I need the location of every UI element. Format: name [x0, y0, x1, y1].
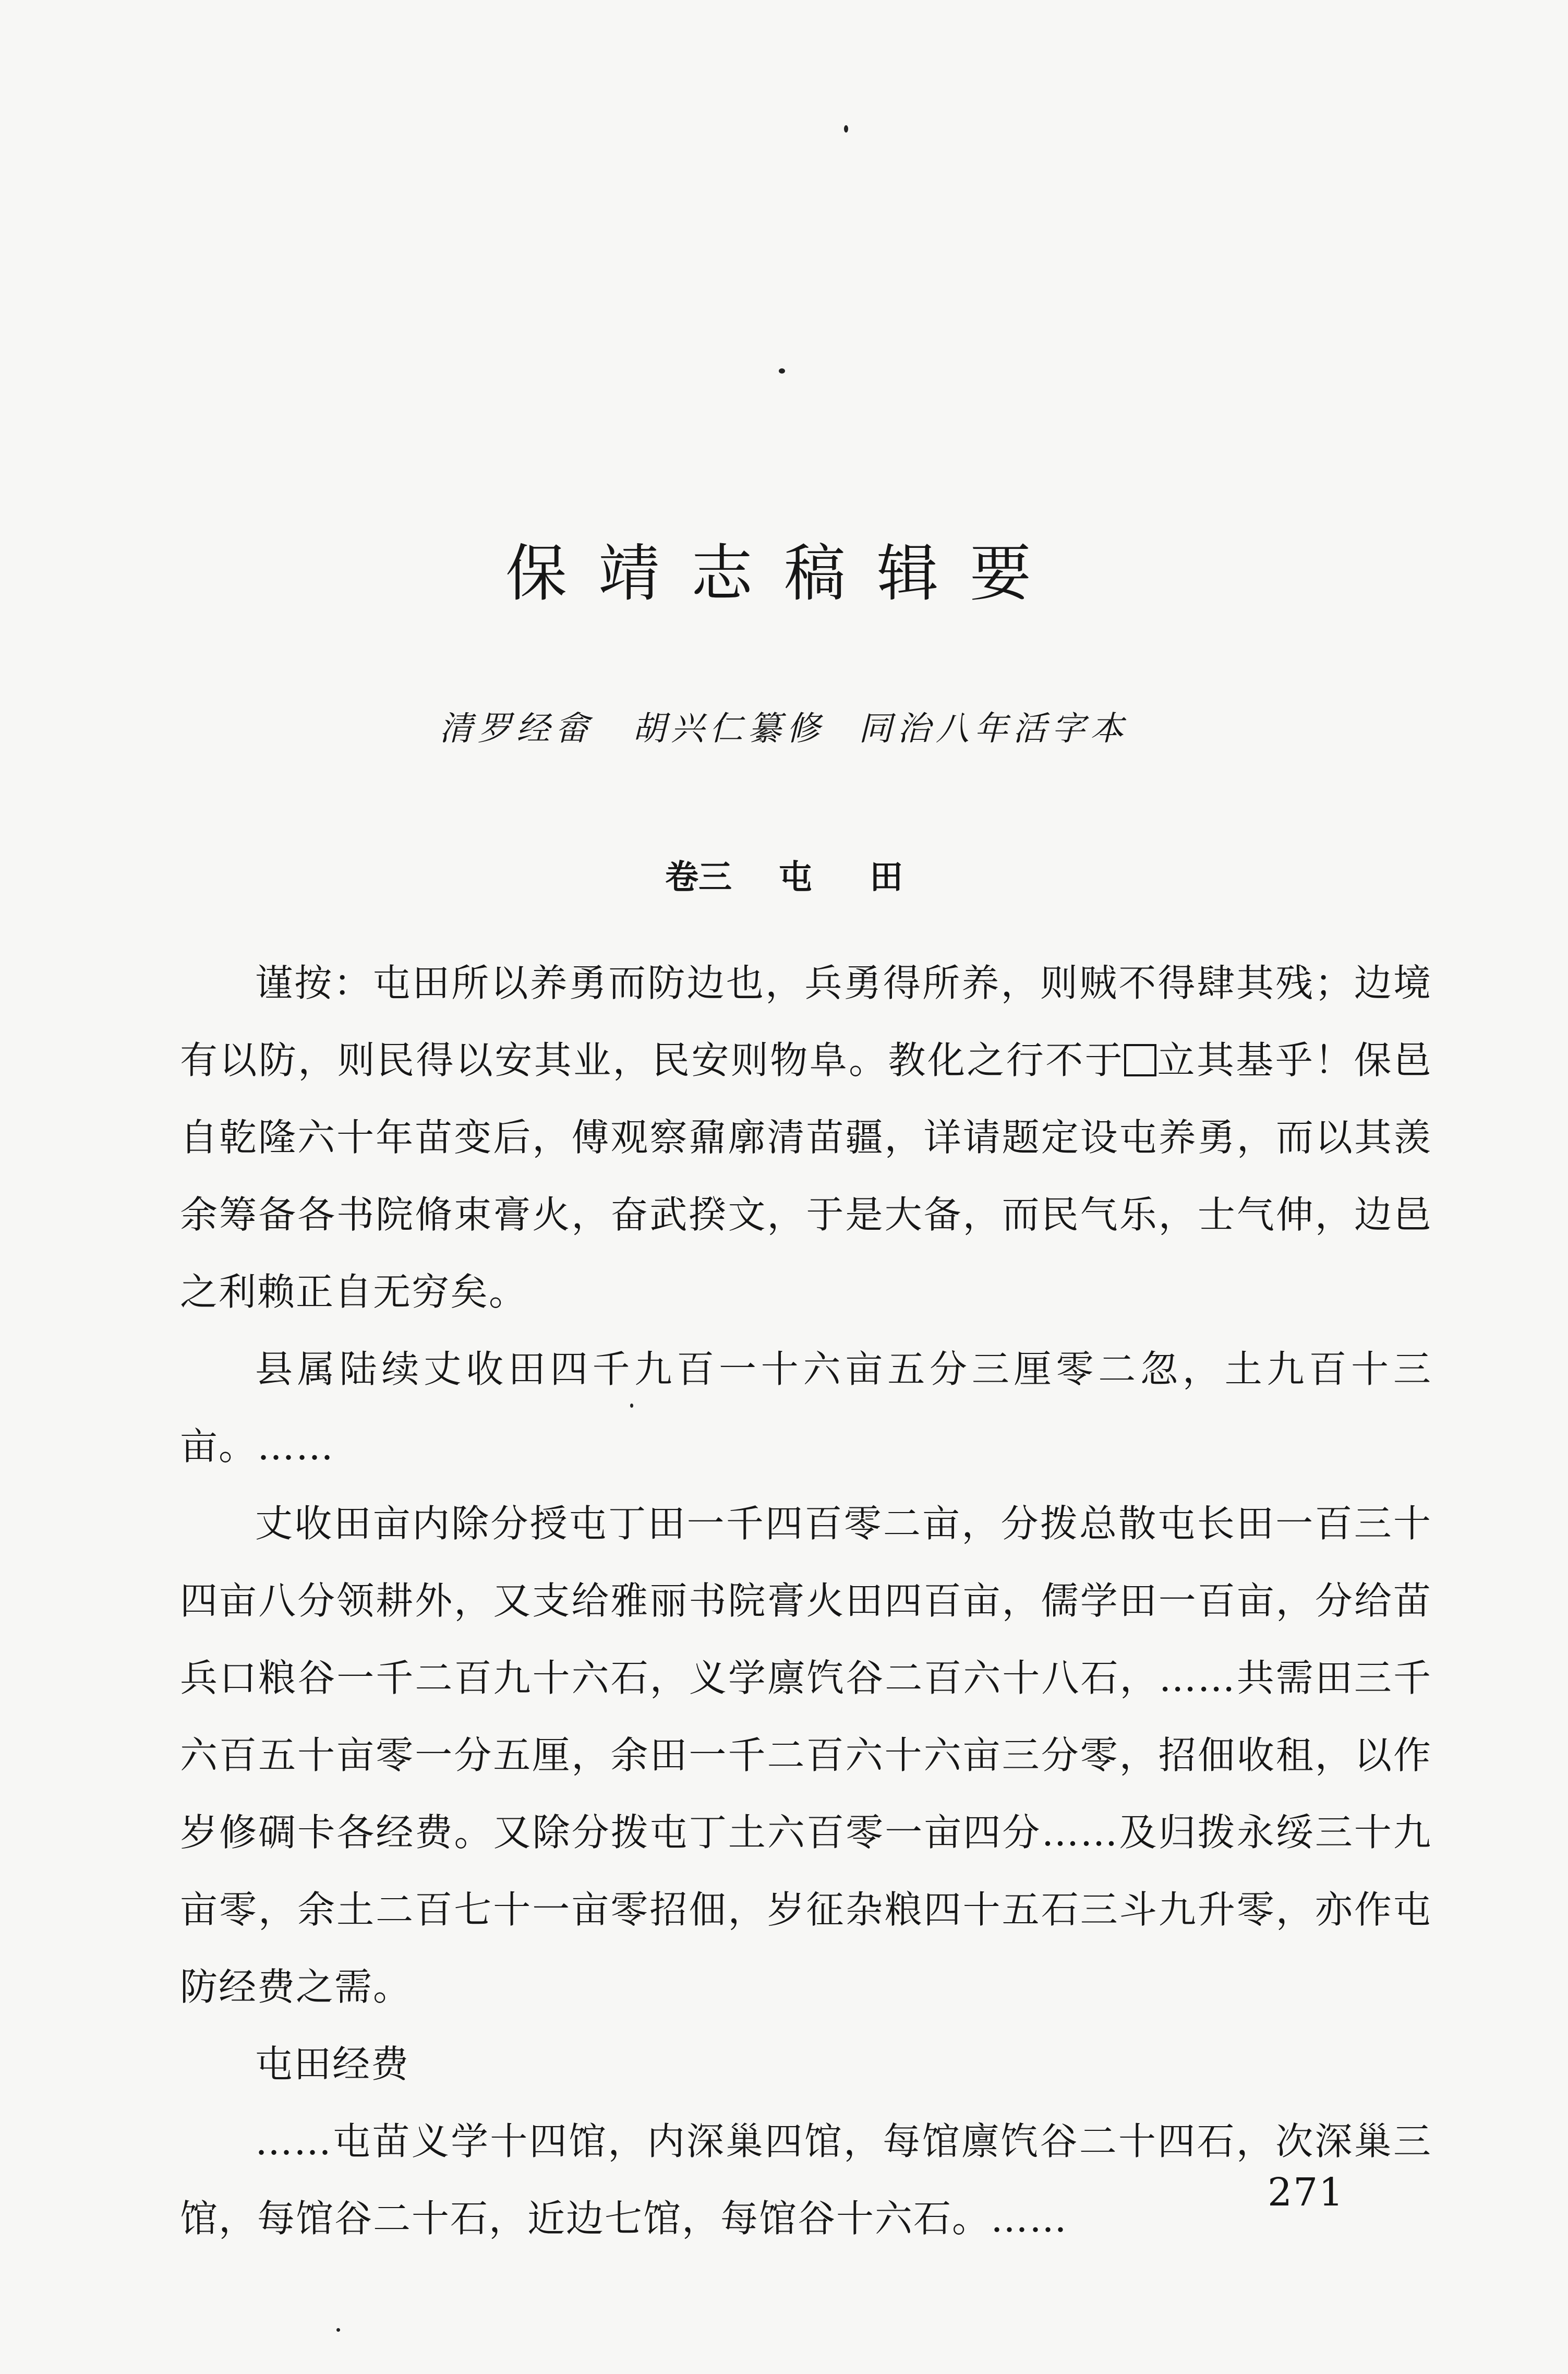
chapter-number: 卷三: [665, 858, 732, 897]
body-text: [180, 944, 1432, 2257]
paragraph: 县属陆续丈收田四千九百一十六亩五分三厘零二忽，土九百十三亩。……: [180, 1347, 1432, 1468]
paragraph: 丈收田亩内除分授屯丁田一千四百零二亩，分拨总散屯长田一百三十四亩八分领耕外，又支给雅丽书院膏火田四百亩，儒学田一百亩，分给苗兵口粮谷一千二百九十六石，义学廪饩谷二百六十八石，……共需田三千六百五十亩零一分五厘，余田一千二百六十六亩三分零，招佃收租，以作岁修碉卡各经费。又除分拨屯丁土六百零一亩四分……及归拨永绥三十九亩零，余土二百七十一亩零招佃，岁征杂粮四十五石三斗九升零，亦作屯防经费之需。: [180, 1502, 1432, 2009]
scan-speck: [779, 368, 785, 374]
chapter-title-char-1: 屯: [779, 858, 812, 897]
subtitle: [0, 712, 1568, 746]
subtitle-edition: 同治八年活字本: [859, 710, 1129, 748]
scan-speck: [336, 2328, 340, 2332]
chapter-heading: [0, 858, 1568, 897]
subtitle-authors: 清罗经畲 胡兴仁纂修: [439, 710, 825, 748]
missing-character-box: [1124, 1044, 1156, 1076]
page-number: 271: [1268, 2170, 1345, 2215]
section-heading: 屯田经费: [255, 2042, 410, 2086]
paragraph: ……屯苗义学十四馆，内深巢四馆，每馆廪饩谷二十四石，次深巢三馆，每馆谷二十石，近边七馆，每馆谷十六石。……: [180, 2119, 1432, 2240]
paragraph-text: 立其基乎！保邑自乾隆六十年苗变后，傅观察鼐廓清苗疆，详请题定设屯养勇，而以其羡余筹备各书院脩束膏火，奋武揆文，于是大备，而民气乐，士气伸，边邑之利赖正自无穷矣。: [180, 1038, 1432, 1314]
paragraph-text: 谨按：屯田所以养勇而防边也，兵勇得所养，则贼不得肆其残；边境有以防，则民得以安其业，民安则物阜。教化之行不于: [180, 961, 1432, 1082]
scan-speck: [844, 125, 848, 133]
chapter-title-char-2: 田: [870, 858, 903, 897]
book-title: 保靖志稿辑要: [505, 537, 1063, 609]
paragraph-preface: [180, 944, 1432, 1330]
